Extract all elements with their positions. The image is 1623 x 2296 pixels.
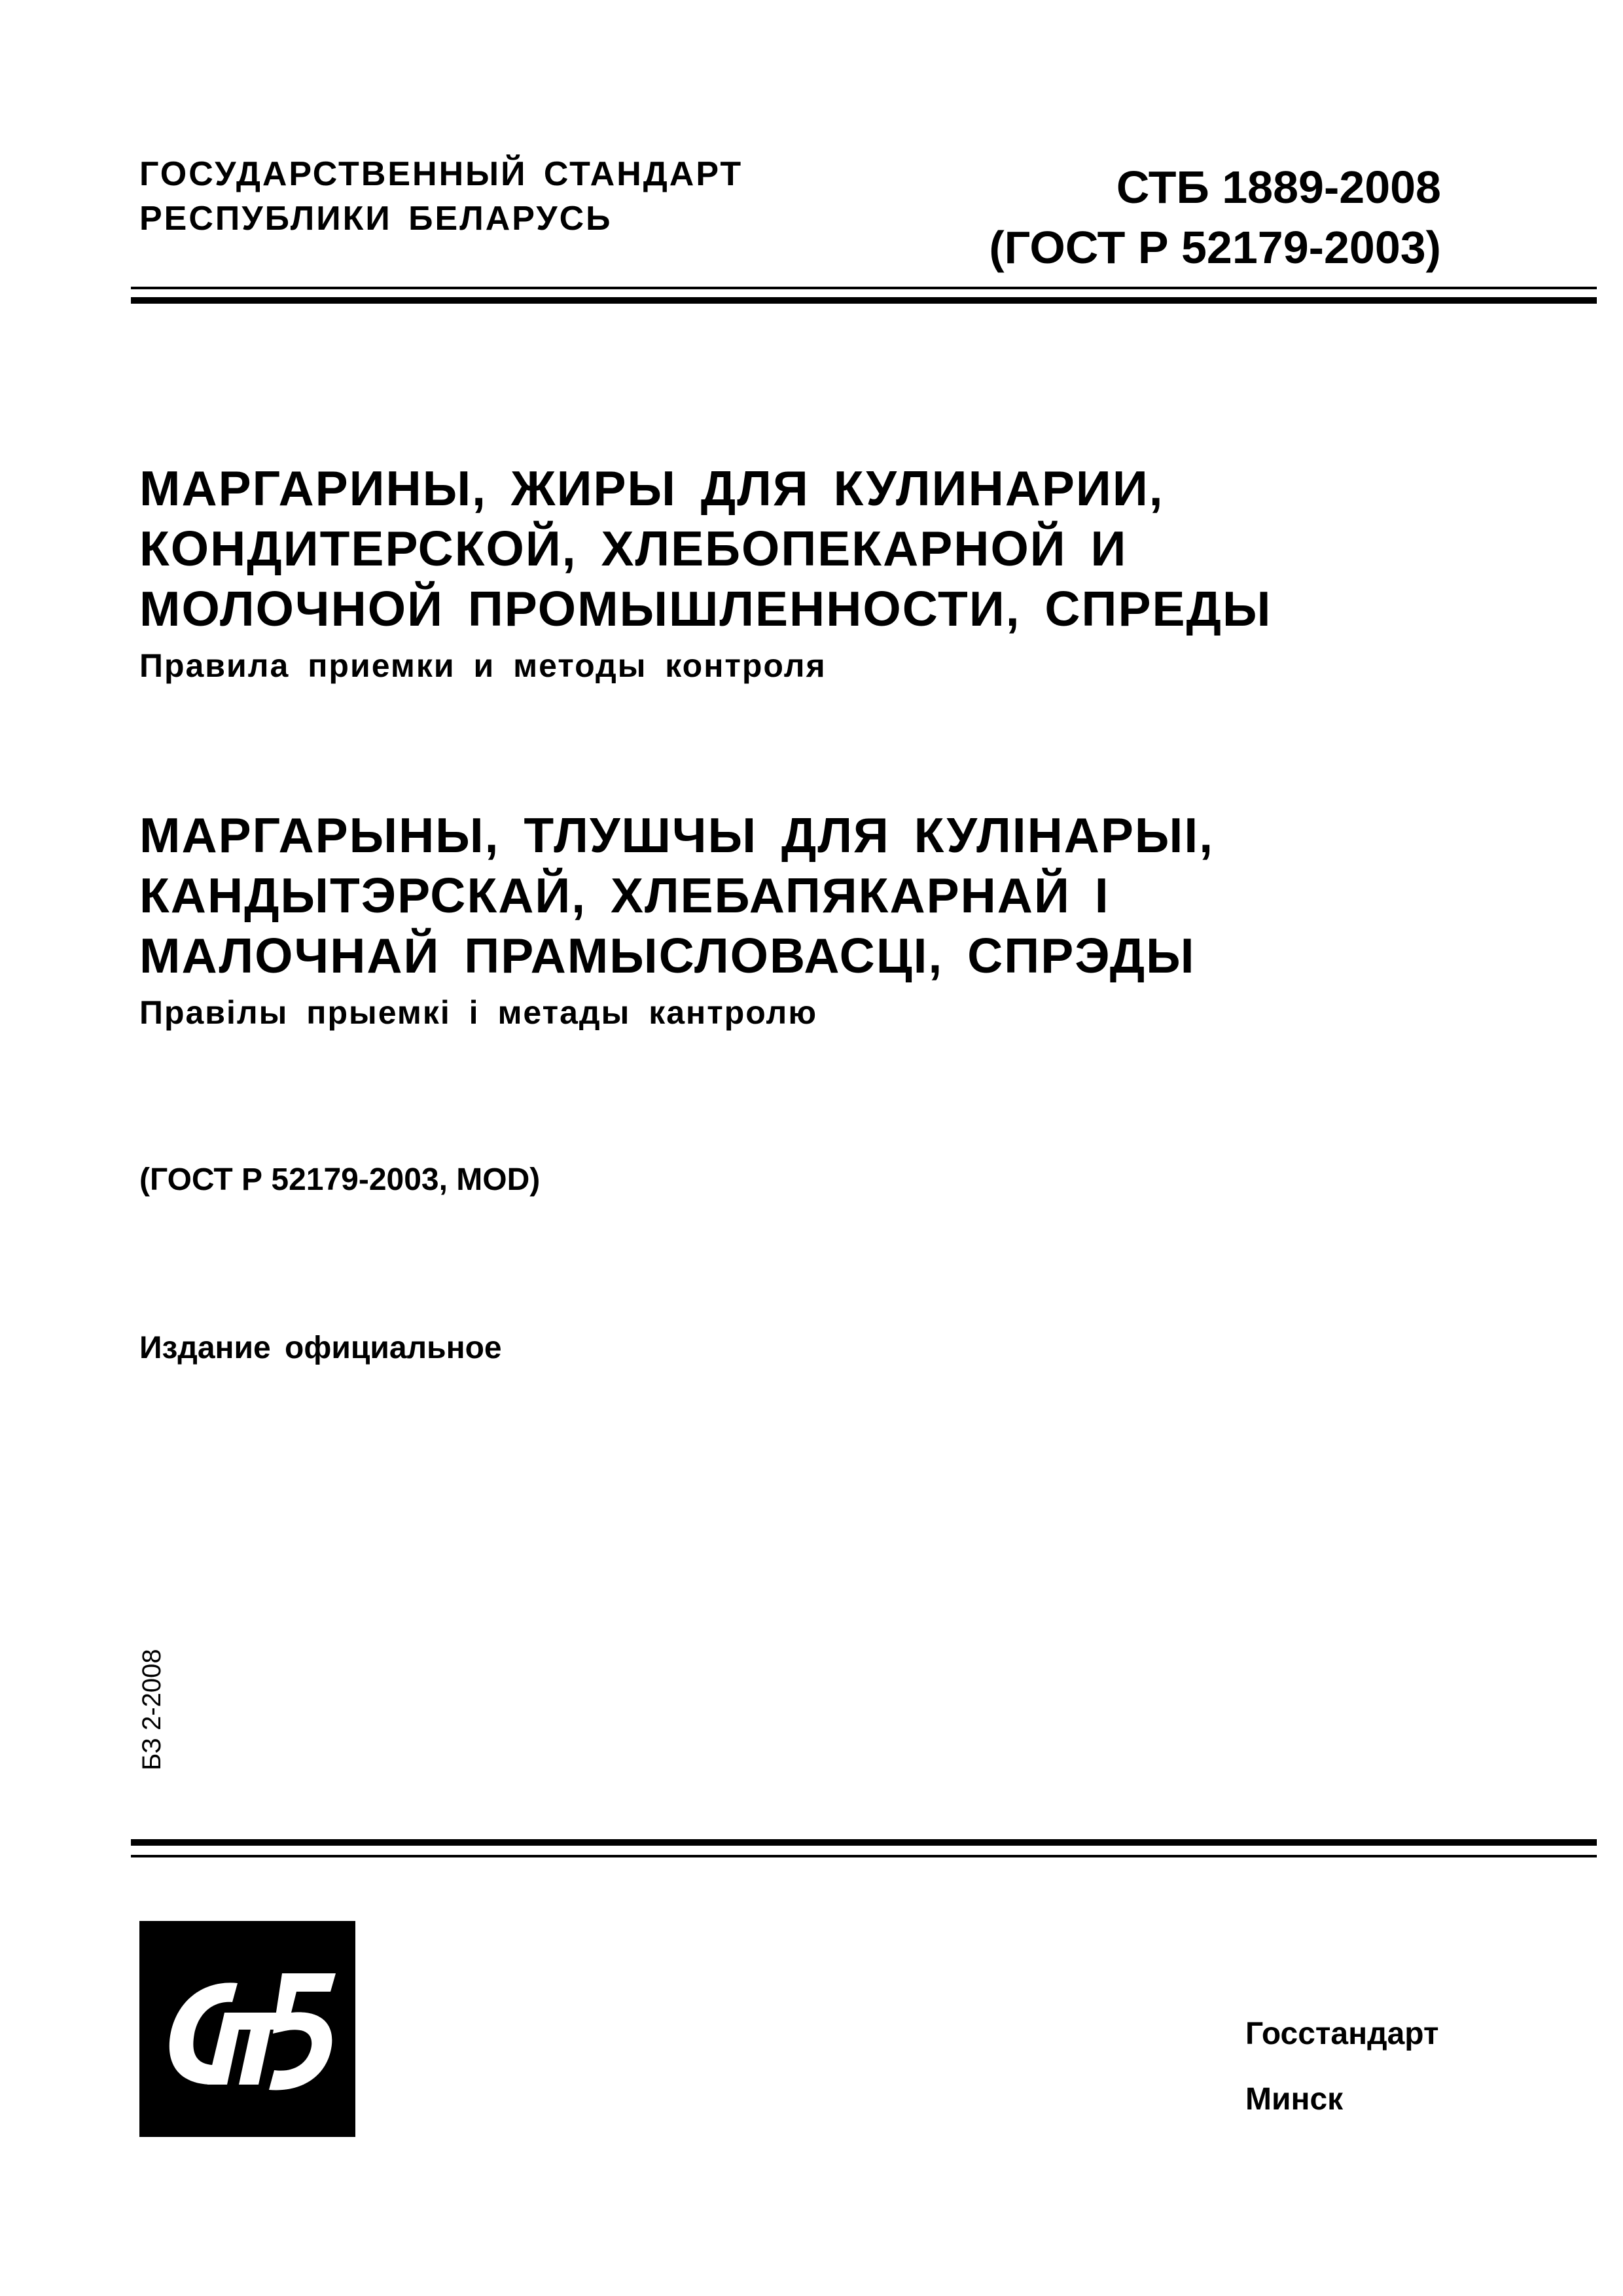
standard-code: СТБ 1889-2008	[1116, 162, 1441, 213]
standard-number	[989, 157, 1441, 278]
bottom-rule-thin	[131, 1855, 1597, 1857]
top-rule-thin	[131, 287, 1597, 289]
title-be-line-3: МАЛОЧНАЙ ПРАМЫСЛОВАСЦІ, СПРЭДЫ	[139, 928, 1196, 983]
publisher-name: Госстандарт	[1245, 2017, 1439, 2051]
bottom-rule-thick	[131, 1839, 1597, 1846]
stb-logo-icon	[139, 1921, 355, 2137]
top-rule-thick	[131, 297, 1597, 304]
issuer-line-1: ГОСУДАРСТВЕННЫЙ СТАНДАРТ	[139, 155, 743, 193]
publisher-city: Минск	[1245, 2082, 1344, 2117]
issuer-line-2: РЕСПУБЛИКИ БЕЛАРУСЬ	[139, 200, 613, 238]
subtitle-ru: Правила приемки и методы контроля	[139, 647, 827, 684]
title-be-line-1: МАРГАРЫНЫ, ТЛУШЧЫ ДЛЯ КУЛІНАРЫІ,	[139, 808, 1215, 863]
issuer-heading	[139, 152, 743, 241]
title-ru-line-1: МАРГАРИНЫ, ЖИРЫ ДЛЯ КУЛИНАРИИ,	[139, 461, 1164, 516]
side-code: БЗ 2-2008	[137, 1649, 166, 1770]
title-belarusian	[139, 805, 1481, 1035]
title-russian	[139, 458, 1481, 689]
stb-logo-graphic	[139, 1921, 355, 2137]
edition-note: Издание официальное	[139, 1331, 502, 1365]
gost-equivalent: (ГОСТ Р 52179-2003)	[989, 222, 1441, 273]
title-ru-line-3: МОЛОЧНОЙ ПРОМЫШЛЕННОСТИ, СПРЕДЫ	[139, 581, 1272, 636]
gost-reference: (ГОСТ Р 52179-2003, MOD)	[139, 1162, 541, 1197]
title-ru-line-2: КОНДИТЕРСКОЙ, ХЛЕБОПЕКАРНОЙ И	[139, 521, 1128, 576]
title-be-line-2: КАНДЫТЭРСКАЙ, ХЛЕБАПЯКАРНАЙ І	[139, 868, 1110, 923]
subtitle-be: Правілы прыемкі і метады кантролю	[139, 994, 818, 1031]
